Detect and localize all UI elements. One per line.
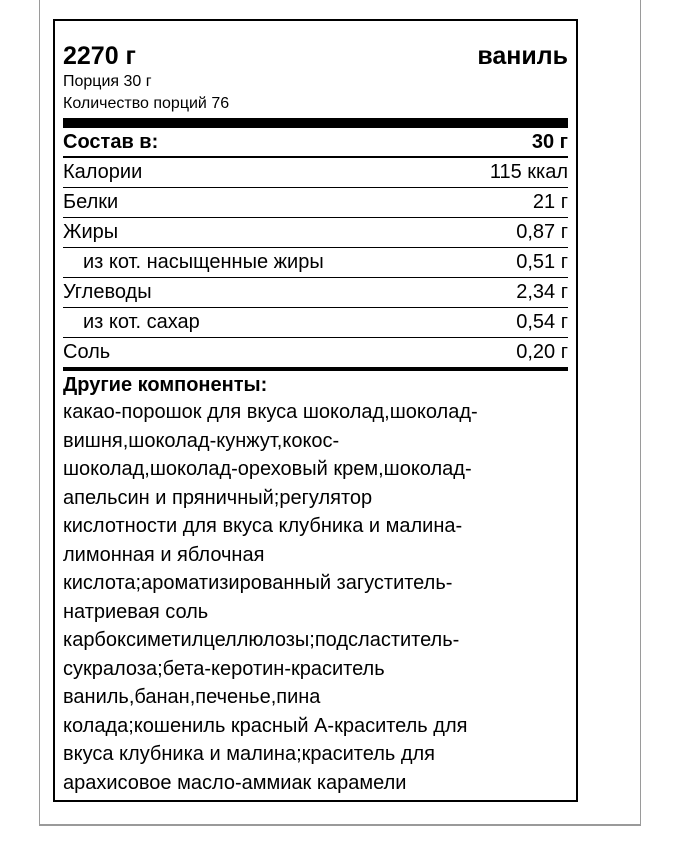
row-value: 115 ккал: [451, 157, 568, 188]
ingredients-line: карбоксиметилцеллюлозы;подсластитель-: [63, 629, 460, 651]
flavor-name: ваниль: [477, 42, 568, 70]
row-value: 0,54 г: [451, 308, 568, 338]
table-row-protein: [63, 188, 568, 218]
thick-divider: [63, 118, 568, 128]
row-label: из кот. сахар: [63, 308, 451, 338]
ingredients-line: сукралоза;бета-керотин-краситель: [63, 657, 385, 680]
other-components-title: Другие компоненты:: [63, 374, 268, 396]
table-row-sugar: [63, 308, 568, 338]
row-label: из кот. насыщенные жиры: [63, 248, 451, 278]
row-value: 0,87 г: [451, 218, 568, 248]
row-label: Углеводы: [63, 278, 451, 308]
ingredients-line: натриевая соль: [63, 600, 209, 623]
ingredients-line: шоколад,шоколад-ореховый крем,шоколад-: [63, 458, 472, 480]
ingredients-line: арахисовое масло-аммиак карамели: [63, 771, 407, 794]
ingredients-line: колада;кошениль красный А-краситель для: [63, 714, 468, 737]
ingredients-line: кислота;ароматизированный загуститель-: [63, 572, 453, 594]
ingredients-line: какао-порошок для вкуса шоколад,шоколад-: [63, 401, 478, 423]
table-row-fat: [63, 218, 568, 248]
row-label: Калории: [63, 157, 451, 188]
row-label: Соль: [63, 338, 451, 370]
row-label: Жиры: [63, 218, 451, 248]
table-row-salt: [63, 338, 568, 370]
row-value: 0,51 г: [451, 248, 568, 278]
table-row-carbohydrates: [63, 278, 568, 308]
nutrition-table: [63, 128, 568, 371]
ingredients-line: вкуса клубника и малина;краситель для: [63, 743, 436, 765]
row-value: 21 г: [451, 188, 568, 218]
row-label: Белки: [63, 188, 451, 218]
ingredients-line: вишня,шоколад-кунжут,кокос-: [63, 429, 340, 452]
table-header-value: 30 г: [451, 128, 568, 157]
table-header-row: [63, 128, 568, 157]
table-header-label: Состав в:: [63, 128, 451, 157]
nutrition-label: [53, 19, 578, 802]
table-row-saturated-fat: [63, 248, 568, 278]
row-value: 2,34 г: [451, 278, 568, 308]
ingredients-line: лимонная и яблочная: [63, 543, 265, 566]
label-header: [63, 41, 568, 71]
serving-size: Порция 30 г: [63, 73, 152, 90]
ingredients-line: апельсин и пряничный;регулятор: [63, 486, 373, 509]
table-row-calories: [63, 157, 568, 188]
servings-count: Количество порций 76: [63, 95, 230, 112]
ingredients-line: ваниль,банан,печенье,пина: [63, 686, 321, 708]
row-value: 0,20 г: [451, 338, 568, 370]
ingredients-text: [63, 398, 568, 797]
package-weight: 2270 г: [63, 42, 136, 70]
ingredients-line: кислотности для вкуса клубника и малина-: [63, 515, 463, 537]
